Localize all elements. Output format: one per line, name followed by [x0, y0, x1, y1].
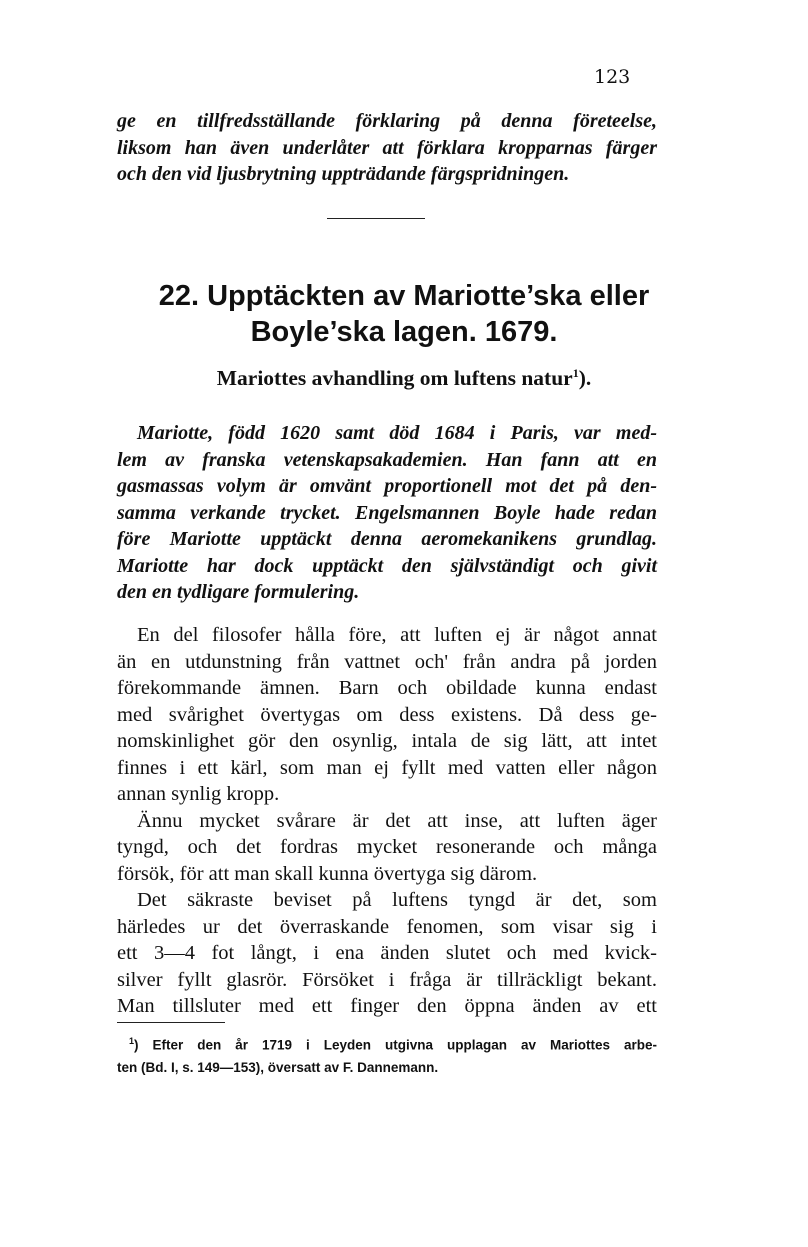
- text-line: härledes ur det överraskande fenomen, som visar sig i: [117, 915, 657, 938]
- footnote: [117, 1030, 657, 1079]
- text-line: finnes i ett kärl, som man ej fyllt med vatten eller någon: [117, 756, 657, 779]
- text-line: silver fyllt glasrör. Försöket i fråga är tillräckligt bekant.: [117, 968, 657, 991]
- text-line: annan synlig kropp.: [117, 783, 280, 805]
- section-divider: [327, 218, 425, 219]
- text-line: med svårighet övertygas om dess existens. Då dess ge-: [117, 703, 657, 726]
- text-line: tyngd, och det fordras mycket resonerande och många: [117, 836, 657, 858]
- page-number: 123: [594, 66, 631, 88]
- body-text: [117, 622, 657, 1020]
- text-line: och den vid ljusbrytning uppträdande färgspridningen.: [117, 163, 570, 185]
- section-title-line-1: 22. Upptäckten av Mariotte’ska eller: [158, 280, 650, 312]
- text-line: Man tillsluter med ett finger den öppna änden av ett: [117, 995, 657, 1017]
- text-line: Mariotte har dock upptäckt den självständigt och givit: [117, 554, 657, 577]
- text-line: försök, för att man skall kunna övertyga sig därom.: [117, 862, 538, 885]
- section-title-line-2: Boyle’ska lagen. 1679.: [250, 316, 558, 348]
- text-line: förekommande ämnen. Barn och obildade kunna endast: [117, 677, 657, 699]
- subtitle-end: ).: [578, 366, 592, 391]
- text-line: nomskinlighet gör den osynlig, intala de sig lätt, att intet: [117, 730, 657, 752]
- text-line: lem av franska vetenskapsakademien. Han fann att en: [117, 448, 657, 471]
- text-line: liksom han även underlåter att förklara kropparnas färger: [117, 136, 657, 159]
- text-line: den en tydligare formulering.: [117, 581, 360, 603]
- text-line: Det säkraste beviset på luftens tyngd är det, som: [137, 889, 657, 911]
- footnote-line: [117, 1030, 657, 1057]
- text-line: Ännu mycket svårare är det att inse, att luften äger: [137, 809, 657, 832]
- subtitle-text: Mariottes avhandling om luftens natur: [216, 366, 573, 391]
- text-line: än en utdunstning från vattnet och' från andra på jorden: [117, 650, 657, 673]
- text-line: ett 3—4 fot långt, i ena änden slutet och med kvick-: [117, 942, 657, 964]
- text-line: Mariotte, född 1620 samt död 1684 i Paris, var med-: [137, 422, 657, 444]
- footnote-text: ) Efter den år 1719 i Leyden utgivna upplagan av Mariottes arbe-: [134, 1037, 657, 1053]
- text-line: samma verkande trycket. Engelsmannen Boyle hade redan: [117, 501, 657, 524]
- text-line: ge en tillfredsställande förklaring på denna företeelse,: [117, 110, 657, 132]
- text-line: före Mariotte upptäckt denna aeromekanikens grundlag.: [117, 528, 657, 550]
- intro-paragraph: [117, 420, 657, 606]
- footnote-reference: 1: [572, 366, 579, 380]
- section-subtitle: [0, 366, 808, 391]
- footnote-line: ten (Bd. I, s. 149—153), översatt av F. Dannemann.: [117, 1059, 439, 1075]
- top-paragraph: [117, 108, 657, 188]
- footnote-divider: [117, 1022, 225, 1023]
- footnote-mark: 1: [129, 1036, 135, 1046]
- text-line: En del filosofer hålla före, att luften ej är något annat: [137, 624, 657, 646]
- text-line: gasmassas volym är omvänt proportionell mot det på den-: [117, 475, 657, 497]
